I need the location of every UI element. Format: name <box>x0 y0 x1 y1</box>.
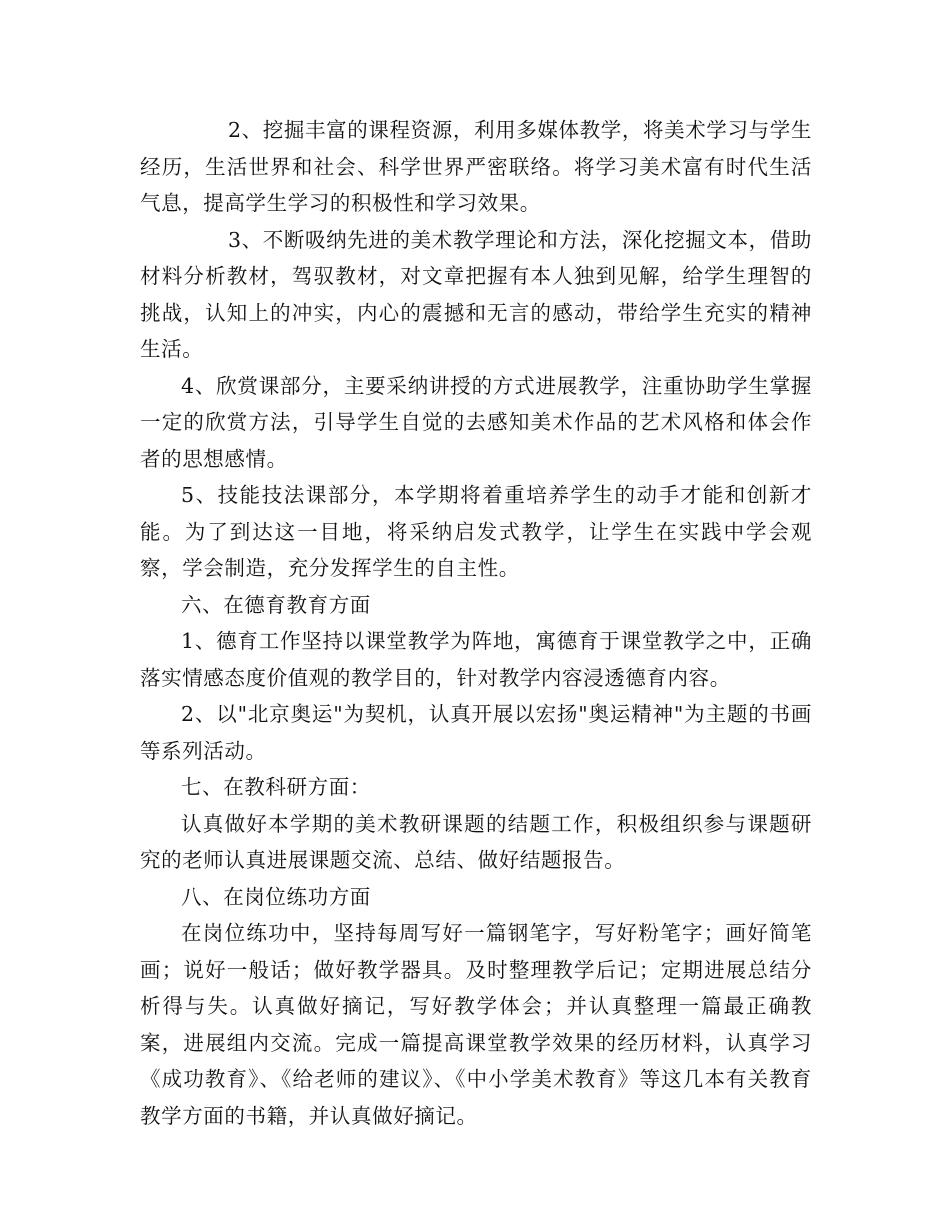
paragraph-item-3: 3、不断吸纳先进的美术教学理论和方法，深化挖掘文本，借助材料分析教材，驾驭教材，对文章把握有本人独到见解，给学生理智的挑战，认知上的冲实，内心的震撼和无言的感动，带给学生充实的精神生活。 <box>140 227 812 361</box>
paragraph-item-4: 4、欣赏课部分，主要采纳讲授的方式进展教学，注重协助学生掌握一定的欣赏方法，引导学生自觉的去感知美术作品的艺术风格和体会作者的思想感情。 <box>140 373 812 471</box>
document-body <box>140 112 812 1134</box>
paragraph-moral-1: 1、德育工作坚持以课堂教学为阵地，寓德育于课堂教学之中，正确落实情感态度价值观的教学目的，针对教学内容浸透德育内容。 <box>140 629 812 690</box>
paragraph-item-2: 2、挖掘丰富的课程资源，利用多媒体教学，将美术学习与学生经历，生活世界和社会、科学世界严密联络。将学习美术富有时代生活气息，提高学生学习的积极性和学习效果。 <box>140 118 812 215</box>
section-heading-moral-education: 六、在德育教育方面 <box>181 592 371 617</box>
section-heading-research: 七、在教科研方面： <box>181 775 371 799</box>
paragraph-practice: 在岗位练功中，坚持每周写好一篇钢笔字，写好粉笔字；画好简笔画；说好一般话；做好教学器具。及时整理教学后记；定期进展总结分析得与失。认真做好摘记，写好教学体会；并认真整理一篇最正确教案，进展组内交流。完成一篇提高课堂教学效果的经历材料，认真学习《成功教育》、《给老师的建议》、《中小学美术教育》等这几本有关教育教学方面的书籍，并认真做好摘记。 <box>140 921 812 1128</box>
section-heading-practice: 八、在岗位练功方面 <box>181 884 371 909</box>
paragraph-item-5: 5、技能技法课部分，本学期将着重培养学生的动手才能和创新才能。为了到达这一目地，将采纳启发式教学，让学生在实践中学会观察，学会制造，充分发挥学生的自主性。 <box>140 483 812 580</box>
paragraph-research: 认真做好本学期的美术教研课题的结题工作，积极组织参与课题研究的老师认真进展课题交流、总结、做好结题报告。 <box>140 811 812 872</box>
paragraph-moral-2: 2、以"北京奥运"为契机，认真开展以宏扬"奥运精神"为主题的书画等系列活动。 <box>140 702 812 763</box>
